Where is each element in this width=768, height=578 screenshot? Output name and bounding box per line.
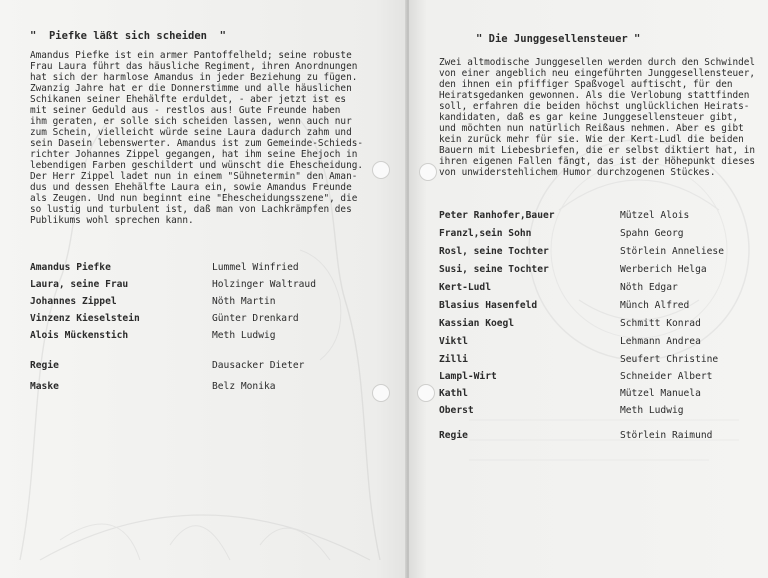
cast-role: Blasius Hasenfeld: [439, 300, 538, 311]
cast-actor: Meth Ludwig: [212, 330, 276, 341]
left-description-line: Der Herr Zippel ladet nun in einem "Sühnetermin" den Aman-: [30, 171, 358, 182]
cast-actor: Schneider Albert: [620, 371, 713, 382]
left-description-line: lebendigen Farben geschildert und wünscht die Ehescheidung.: [30, 160, 364, 171]
left-description-line: als Zeugen. Und nun beginnt eine "Ehescheidungsszene", die: [30, 193, 358, 204]
right-page: [409, 0, 768, 578]
right-description-line: den ihnen ein pfiffiger Spaßvogel auftischt, für den: [439, 79, 733, 90]
left-description-line: Publikums wohl sprechen kann.: [30, 215, 194, 226]
left-description-line: ihm geraten, er solle sich scheiden lassen, wenn auch nur: [30, 116, 352, 127]
cast-role: Kassian Koegl: [439, 318, 515, 329]
left-description-line: so lustig und turbulent ist, daß man von Lachkrämpfen des: [30, 204, 352, 215]
cast-role: Zilli: [439, 354, 468, 365]
cast-actor: Werberich Helga: [620, 264, 707, 275]
cast-actor: Münch Alfred: [620, 300, 690, 311]
crew-role: Regie: [30, 360, 59, 371]
cast-role: Rosl, seine Tochter: [439, 246, 549, 257]
right-description-line: ihren eigenen Fallen fängt, das ist der Höhepunkt dieses: [439, 156, 756, 167]
cast-actor: Seufert Christine: [620, 354, 719, 365]
right-description-line: und möchten nun natürlich Reißaus nehmen. Aber es gibt: [439, 123, 744, 134]
right-title: " Die Junggesellensteuer ": [476, 33, 641, 45]
left-description-line: Schikanen seiner Ehehälfte erduldet, - aber jetzt ist es: [30, 94, 347, 105]
right-description-line: Bauern mit Liebesbriefen, die er selbst diktiert hat, in: [439, 145, 756, 156]
crew-role: Regie: [439, 430, 468, 441]
cast-role: Peter Ranhofer,Bauer: [439, 210, 555, 221]
cast-role: Franzl,sein Sohn: [439, 228, 532, 239]
crew-actor: Belz Monika: [212, 381, 276, 392]
left-description-line: mit seiner Geduld aus - restlos aus! Gute Freunde haben: [30, 105, 341, 116]
cast-actor: Schmitt Konrad: [620, 318, 701, 329]
cast-actor: Nöth Edgar: [620, 282, 678, 293]
cast-actor: Mützel Alois: [620, 210, 690, 221]
left-description-line: dus und dessen Ehehälfte Laura ein, sowie Amandus Freunde: [30, 182, 352, 193]
cast-role: Susi, seine Tochter: [439, 264, 549, 275]
right-description-line: soll, erfahren die beiden höchst unglücklichen Heirats-: [439, 101, 750, 112]
left-description-line: Frau Laura führt das häusliche Regiment, ihren Anordnungen: [30, 61, 358, 72]
cast-actor: Lummel Winfried: [212, 262, 299, 273]
left-description-line: Amandus Piefke ist ein armer Pantoffelheld; seine robuste: [30, 50, 352, 61]
cast-role: Johannes Zippel: [30, 296, 117, 307]
cast-actor: Meth Ludwig: [620, 405, 684, 416]
cast-role: Amandus Piefke: [30, 262, 111, 273]
left-description-line: sein Dasein lebenswerter. Amandus ist zum Gemeinde-Schieds-: [30, 138, 364, 149]
cast-actor: Günter Drenkard: [212, 313, 299, 324]
punch-hole: [419, 163, 437, 181]
cast-role: Alois Mückenstich: [30, 330, 129, 341]
right-description-line: Heiratsgedanken gewonnen. Als die Verlobung stattfinden: [439, 90, 750, 101]
cast-role: Viktl: [439, 336, 468, 347]
cast-role: Lampl-Wirt: [439, 371, 497, 382]
punch-hole: [372, 384, 390, 402]
cast-role: Vinzenz Kieselstein: [30, 313, 140, 324]
cast-role: Laura, seine Frau: [30, 279, 129, 290]
cast-role: Kathl: [439, 388, 468, 399]
left-description-line: richter Johannes Zippel gegangen, hat ihm seine Ehejoch in: [30, 149, 358, 160]
punch-hole: [372, 161, 390, 179]
cast-actor: Holzinger Waltraud: [212, 279, 316, 290]
right-description-line: von unwiderstehlichem Humor durchzogenen Stückes.: [439, 167, 716, 178]
cast-role: Oberst: [439, 405, 474, 416]
cast-actor: Lehmann Andrea: [620, 336, 701, 347]
left-description-line: zum Schein, vielleicht würde seine Laura dadurch zahm und: [30, 127, 352, 138]
cast-actor: Mützel Manuela: [620, 388, 701, 399]
right-description-line: von einer angeblich neu eingeführten Junggesellensteuer,: [439, 68, 756, 79]
punch-hole: [417, 384, 435, 402]
right-description-line: kein zurück mehr für sie. Wie der Kert-Ludl die beiden: [439, 134, 744, 145]
cast-role: Kert-Ludl: [439, 282, 491, 293]
crew-actor: Dausacker Dieter: [212, 360, 305, 371]
crew-role: Maske: [30, 381, 59, 392]
right-description-line: Zwei altmodische Junggesellen werden durch den Schwindel: [439, 57, 756, 68]
left-description-line: Zwanzig Jahre hat er die Donnerstimme und alle häuslichen: [30, 83, 352, 94]
crew-actor: Störlein Raimund: [620, 430, 713, 441]
cast-actor: Nöth Martin: [212, 296, 276, 307]
left-description-line: hat sich der harmlose Amandus in jeder Beziehung zu fügen.: [30, 72, 358, 83]
cast-actor: Störlein Anneliese: [620, 246, 724, 257]
right-description-line: kandidaten, daß es gar keine Junggesellensteuer gibt,: [439, 112, 739, 123]
cast-actor: Spahn Georg: [620, 228, 684, 239]
left-title: " Piefke läßt sich scheiden ": [30, 30, 226, 42]
